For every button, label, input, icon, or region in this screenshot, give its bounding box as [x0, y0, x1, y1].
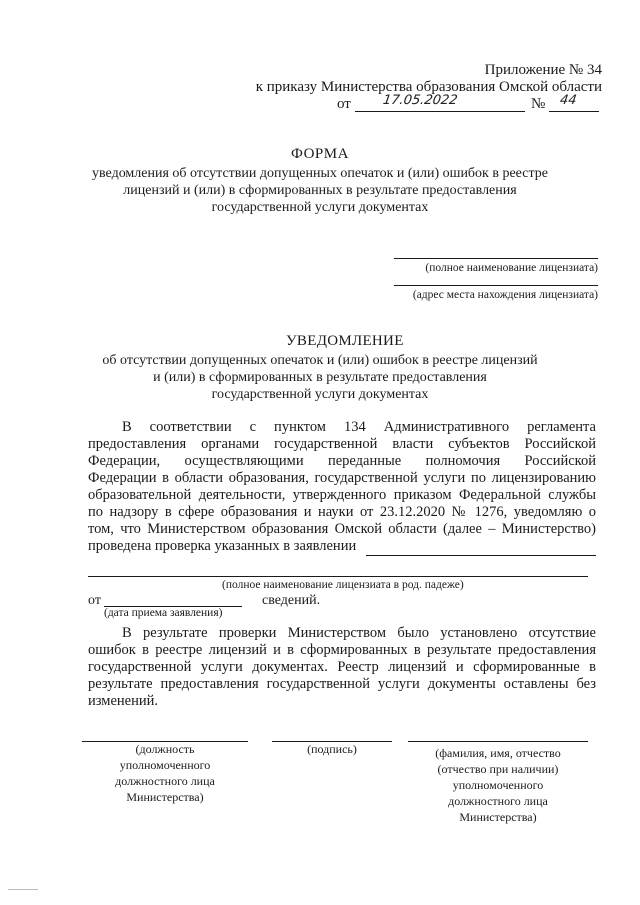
licensee-address-line: [394, 285, 598, 286]
order-number-line: [549, 111, 599, 112]
notice-subtitle-line: государственной услуги документах: [211, 387, 429, 402]
paragraph1-line: образовательной деятельности, утвержденного приказом Федеральной службы: [88, 487, 596, 503]
licensee-address-caption: (адрес места нахождения лицензиата): [412, 289, 598, 301]
fullname-caption: (фамилия, имя, отчество (отчество при наличии) уполномоченного должностного лица Министерства): [435, 746, 561, 824]
paragraph1-line: по надзору в сфере образования и науки от 23.12.2020 № 1276, уведомляю о: [88, 504, 596, 520]
order-date-label: от: [337, 96, 351, 112]
paragraph1-line: Федерации в области образования, государственной услуги по лицензированию: [88, 470, 596, 486]
paragraph2-line: результате предоставления государственной услуги документы оставлены без: [88, 676, 596, 692]
paragraph2-line: изменений.: [88, 693, 158, 709]
order-number-handwritten: 44: [558, 93, 578, 108]
licensee-genitive-caption: (полное наименование лицензиата в род. падеже): [222, 579, 464, 591]
paragraph2-line: В результате проверки Министерством было установлено отсутствие: [122, 625, 596, 641]
position-caption: (должность уполномоченного должностного лица Министерства): [115, 742, 215, 804]
order-date-line: [355, 111, 525, 112]
paragraph1-line: Федерации, осуществляющими переданные полномочия Российской: [88, 453, 596, 469]
paragraph1-line: предоставления органами государственной власти субъектов Российской: [88, 436, 596, 452]
notice-subtitle-line: и (или) в сформированных в результате предоставления: [153, 370, 487, 385]
paragraph2-line: ошибок в реестре лицензий и в сформированных в результате предоставления: [88, 642, 596, 658]
appendix-number: Приложение № 34: [484, 62, 602, 78]
paragraph1-line: том, что Министерством образования Омской области (далее – Министерство): [88, 521, 596, 537]
licensee-genitive-line: [88, 576, 588, 577]
form-subtitle-line: уведомления об отсутствии допущенных опечаток и (или) ошибок в реестре: [92, 166, 548, 181]
info-label: сведений.: [262, 593, 321, 608]
paragraph1-line: проведена проверка указанных в заявлении: [88, 538, 357, 554]
signature-caption: (подпись): [307, 742, 357, 756]
notice-subtitle-line: об отсутствии допущенных опечаток и (или) ошибок в реестре лицензий: [102, 353, 538, 368]
paragraph2-line: государственной услуги документах. Реестр лицензий и сформированные в: [88, 659, 596, 675]
licensee-name-caption: (полное наименование лицензиата): [425, 262, 598, 274]
receipt-date-caption: (дата приема заявления): [104, 607, 223, 619]
from-label: от: [88, 593, 101, 608]
fullname-signature-line: [408, 741, 588, 742]
form-subtitle-line: лицензий и (или) в сформированных в результате предоставления: [123, 183, 517, 198]
order-date-handwritten: 17.05.2022: [381, 93, 459, 108]
form-subtitle-line: государственной услуги документах: [211, 200, 429, 215]
form-title: ФОРМА: [291, 146, 349, 162]
notice-title: УВЕДОМЛЕНИЕ: [286, 333, 404, 349]
paragraph1-line: В соответствии с пунктом 134 Административного регламента: [122, 419, 596, 435]
licensee-name-line: [394, 258, 598, 259]
order-number-label: №: [531, 96, 546, 112]
scan-mark: [8, 889, 38, 890]
order-reference: к приказу Министерства образования Омской области: [255, 79, 602, 95]
application-fill-line: [366, 555, 596, 556]
